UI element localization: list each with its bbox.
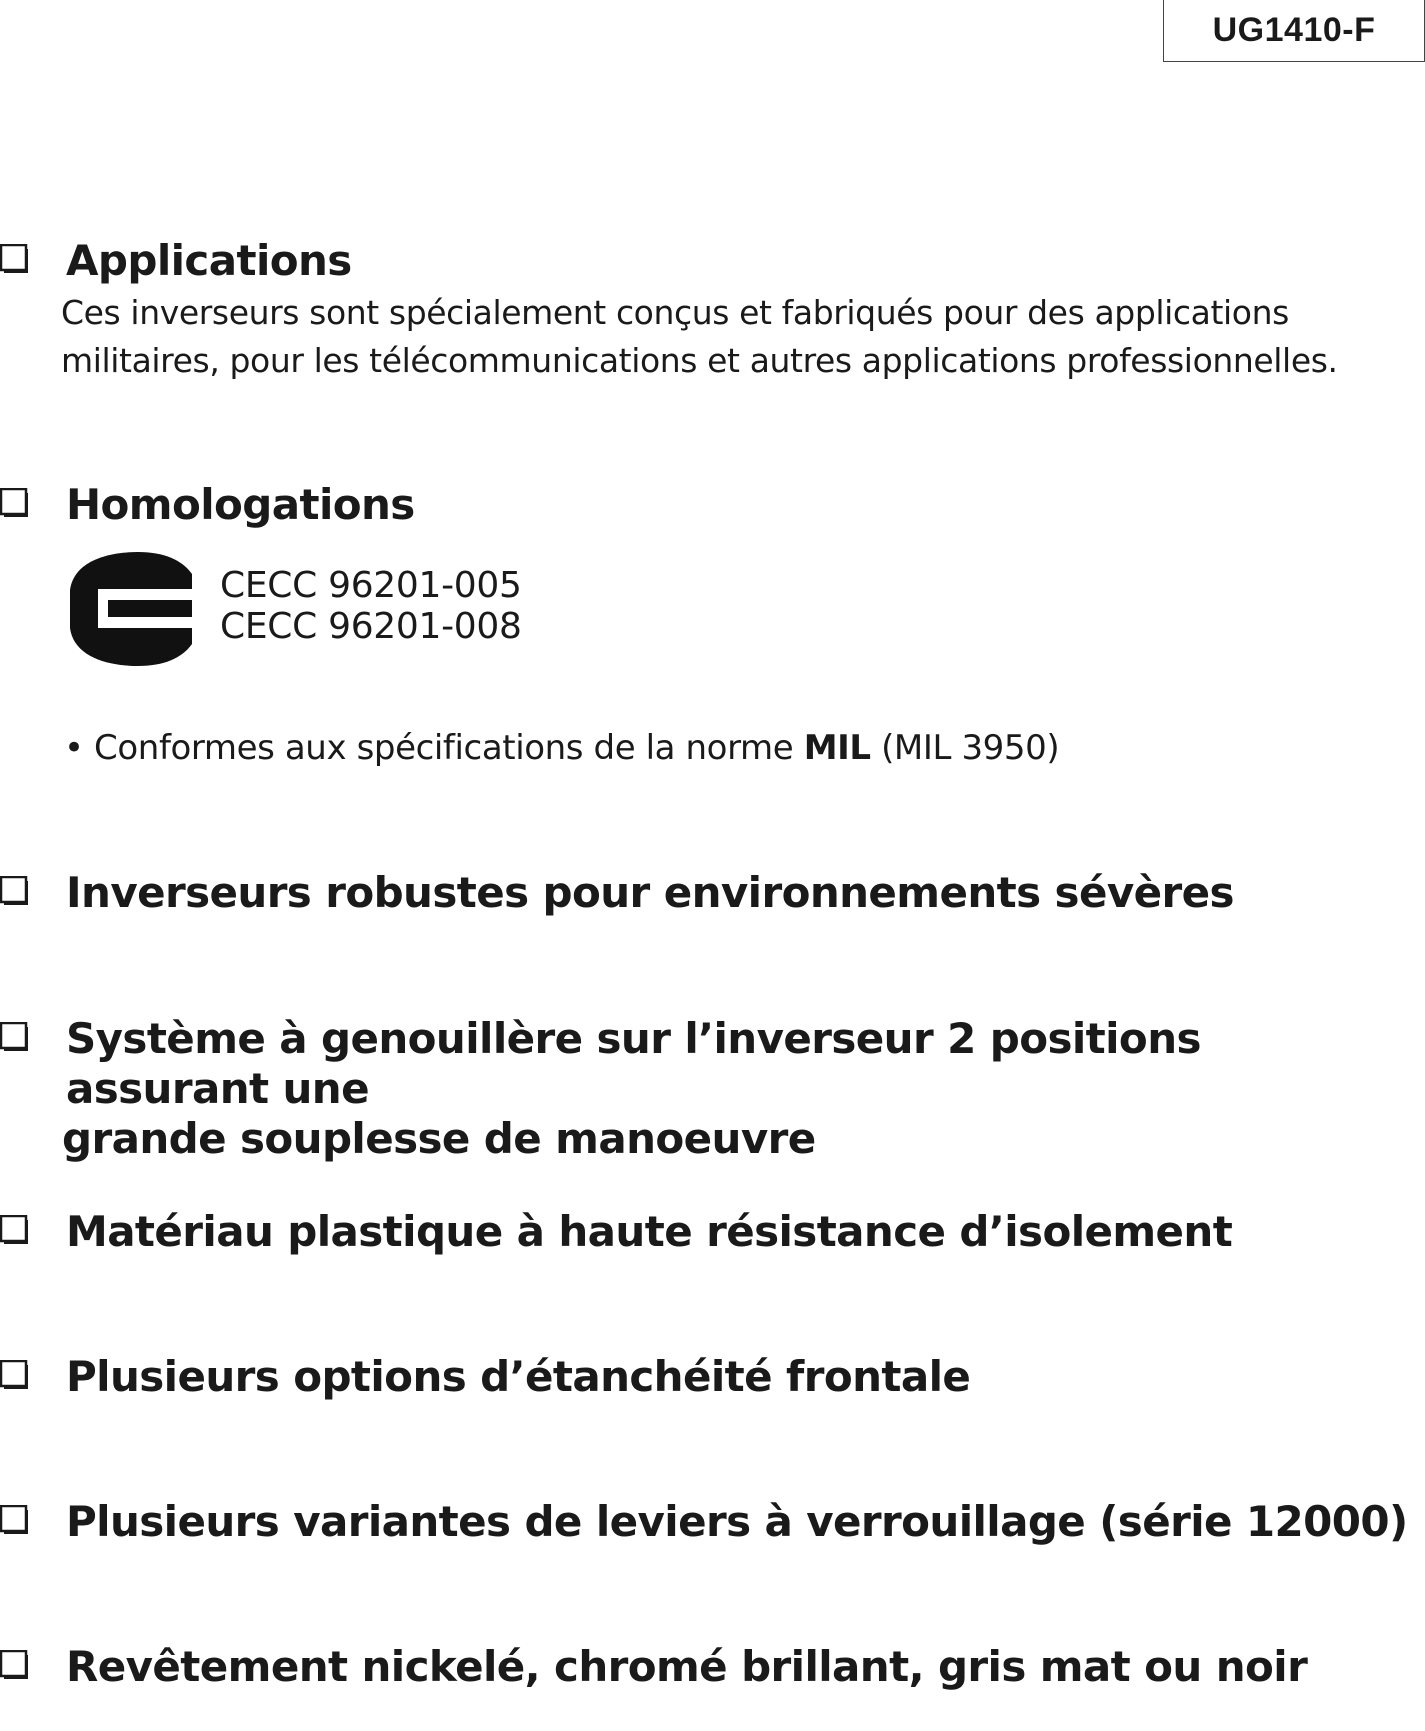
- checkbox-icon: [0, 1215, 32, 1247]
- feature-locking-levers: Plusieurs variantes de leviers à verrouillage (série 12000): [66, 1497, 1408, 1546]
- checkbox-icon: [0, 244, 32, 276]
- cecc-logo-icon: [70, 552, 196, 666]
- cecc-code-2: CECC 96201-008: [220, 606, 522, 647]
- mil-suffix: (MIL 3950): [870, 728, 1060, 768]
- checkbox-icon: [0, 1022, 32, 1054]
- applications-title: Applications: [66, 236, 352, 285]
- feature-toggle-system-line2: grande souplesse de manoeuvre: [62, 1114, 816, 1163]
- cecc-code-1: CECC 96201-005: [220, 565, 522, 606]
- feature-coating: Revêtement nickelé, chromé brillant, gris mat ou noir: [66, 1642, 1308, 1691]
- homologations-title: Homologations: [66, 480, 415, 529]
- checkbox-icon: [0, 1650, 32, 1682]
- checkbox-icon: [0, 876, 32, 908]
- applications-text: [61, 289, 1381, 385]
- mil-prefix: • Conformes aux spécifications de la norme: [64, 728, 804, 768]
- mil-bold: MIL: [803, 728, 871, 768]
- feature-toggle-system-line1: Système à genouillère sur l’inverseur 2 positions assurant une: [66, 1014, 1201, 1113]
- feature-plastic-material: Matériau plastique à haute résistance d’isolement: [66, 1207, 1233, 1256]
- document-code: UG1410-F: [1163, 0, 1425, 62]
- applications-text-line2: militaires, pour les télécommunications et autres applications professionnelles.: [61, 341, 1338, 380]
- feature-toggle-system: [62, 1014, 1366, 1164]
- feature-robust: Inverseurs robustes pour environnements sévères: [66, 868, 1234, 917]
- mil-compliance-text: [64, 726, 1059, 770]
- feature-sealing-options: Plusieurs options d’étanchéité frontale: [66, 1352, 971, 1401]
- applications-text-line1: Ces inverseurs sont spécialement conçus et fabriqués pour des applications: [61, 293, 1289, 332]
- checkbox-icon: [0, 1360, 32, 1392]
- checkbox-icon: [0, 1505, 32, 1537]
- checkbox-icon: [0, 488, 32, 520]
